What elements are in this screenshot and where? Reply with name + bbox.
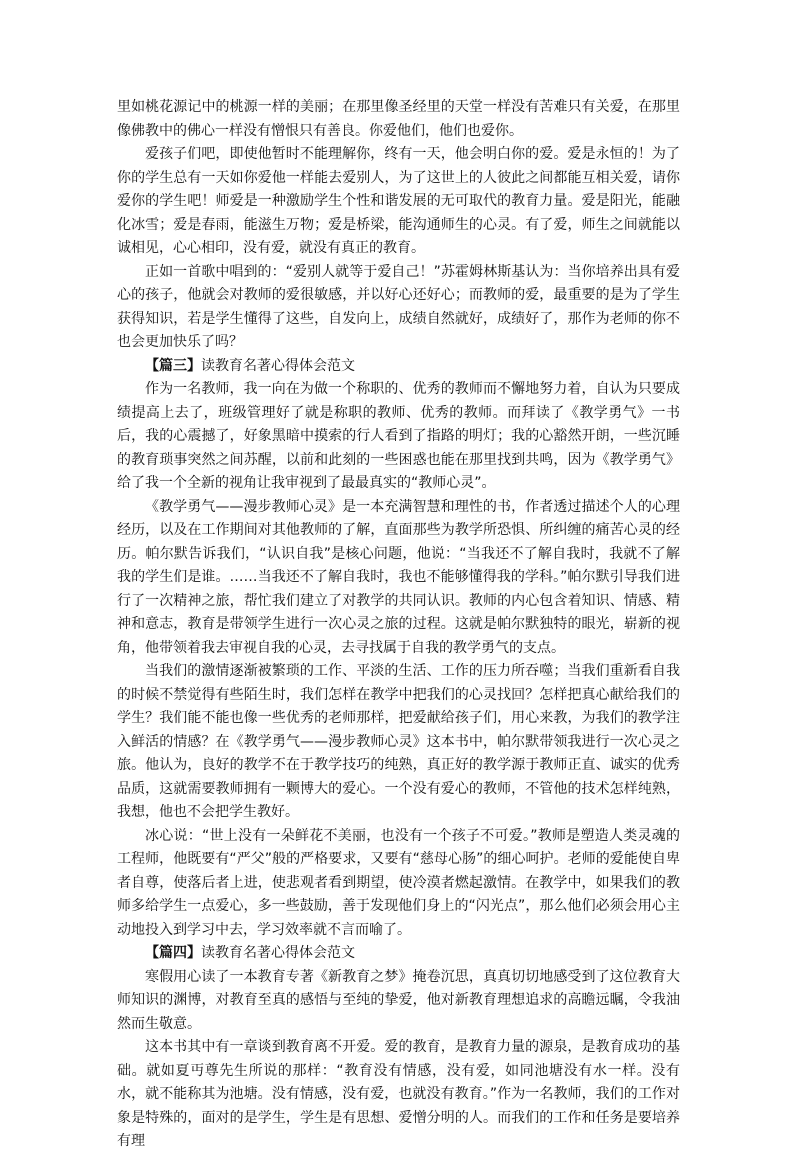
paragraph: 作为一名教师，我一向在为做一个称职的、优秀的教师而不懈地努力着，自认为只要成绩提高上去了，班级管理好了就是称职的教师、优秀的教师。而拜读了《教学勇气》一书后，我的心震撼了，好象黑暗中摸索的行人看到了指路的明灯；我的心豁然开朗，一些沉睡的教育琐事突然之间苏醒，以前和此刻的一些困惑也能在那里找到共鸣，因为《教学勇气》给了我一个全新的视角让我审视到了最最真实的“教师心灵”。 [117,381,680,491]
paragraph: 冰心说：“世上没有一朵鲜花不美丽，也没有一个孩子不可爱。”教师是塑造人类灵魂的工程师，他既要有“严父”般的严格要求，又要有“慈母心肠”的细心呵护。老师的爱能使自卑者自尊，使落后者上进，使悲观者看到期望，使冷漠者燃起激情。在教学中，如果我们的教师多给学生一点爱心，多一些鼓励，善于发现他们身上的“闪光点”，那么他们必须会用心主动地投入到学习中去，学习效率就不言而喻了。 [117,827,680,938]
paragraph: 寒假用心读了一本教育专著《新教育之梦》掩卷沉思，真真切切地感受到了这位教育大师知识的渊博，对教育至真的感悟与至纯的挚爱，他对新教育理想追求的高瞻远瞩，令我油然而生敬意。 [117,968,680,1032]
section-title: 读教育名著心得体会范文 [201,945,355,961]
section-title: 读教育名著心得体会范文 [201,357,355,374]
section-heading [117,942,680,966]
section-tag: 【篇四】 [145,945,201,961]
section-tag: 【篇三】 [145,357,201,374]
paragraph: 爱孩子们吧，即使他暂时不能理解你，终有一天，他会明白你的爱。爱是永恒的！为了你的学生总有一天如你爱他一样能去爱别人，为了这世上的人彼此之间都能互相关爱，请你爱你的学生吧！师爱是一种激励学生个性和谐发展的无可取代的教育力量。爱是阳光，能融化冰雪；爱是春雨，能滋生万物；爱是桥梁，能沟通师生的心灵。有了爱，师生之间就能以诚相见，心心相印，没有爱，就没有真正的教育。 [117,146,680,256]
paragraph: 《教学勇气——漫步教师心灵》是一本充满智慧和理性的书，作者透过描述个人的心理经历，以及在工作期间对其他教师的了解，直面那些为教学所恐惧、所纠缠的痛苦心灵的经历。帕尔默告诉我们，“认识自我”是核心问题，他说：“当我还不了解自我时，我就不了解我的学生们是谁。……当我还不了解自我时，我也不能够懂得我的学科。”帕尔默引导我们进行了一次精神之旅，帮忙我们建立了对教学的共同认识。教师的内心包含着知识、情感、精神和意志，教育是带领学生进行一次心灵之旅的过程。这就是帕尔默独特的眼光，崭新的视角，他带领着我去审视自我的心灵，去寻找属于自我的教学勇气的支点。 [117,498,680,656]
paragraph: 里如桃花源记中的桃源一样的美丽；在那里像圣经里的天堂一样没有苦难只有关爱，在那里像佛教中的佛心一样没有憎恨只有善良。你爱他们，他们也爱你。 [117,99,680,139]
section-heading [117,355,680,379]
paragraph: 当我们的激情逐渐被繁琐的工作、平淡的生活、工作的压力所吞噬；当我们重新看自我的时候不禁觉得有些陌生时，我们怎样在教学中把我们的心灵找回？怎样把真心献给我们的学生？我们能不能也像一些优秀的老师那样，把爱献给孩子们，用心来教，为我们的教学注入鲜活的情感？在《教学勇气——漫步教师心灵》这本书中，帕尔默带领我进行一次心灵之旅。他认为，良好的教学不在于教学技巧的纯熟，真正好的教学源于教师正直、诚实的优秀品质，这就需要教师拥有一颗博大的爱心。一个没有爱心的教师，不管他的技术怎样纯熟，我想，他也不会把学生教好。 [117,663,680,820]
paragraph: 这本书其中有一章谈到教育离不开爱。爱的教育，是教育力量的源泉，是教育成功的基础。就如夏丏尊先生所说的那样：“教育没有情感，没有爱，如同池塘没有水一样。没有水，就不能称其为池塘。没有情感，没有爱，也就没有教育。”作为一名教师，我们的工作对象是特殊的，面对的是学生，学生是有思想、爱憎分明的人。而我们的工作和任务是要培养有理 [117,1039,680,1149]
document-body [117,96,680,1154]
paragraph: 正如一首歌中唱到的：“爱别人就等于爱自己！”苏霍姆林斯基认为：当你培养出具有爱心的孩子，他就会对教师的爱很敏感，并以好心还好心；而教师的爱，最重要的是为了学生获得知识，若是学生懂得了这些，自发向上，成绩自然就好，成绩好了，那作为老师的你不也会更加快乐了吗？ [117,263,680,350]
